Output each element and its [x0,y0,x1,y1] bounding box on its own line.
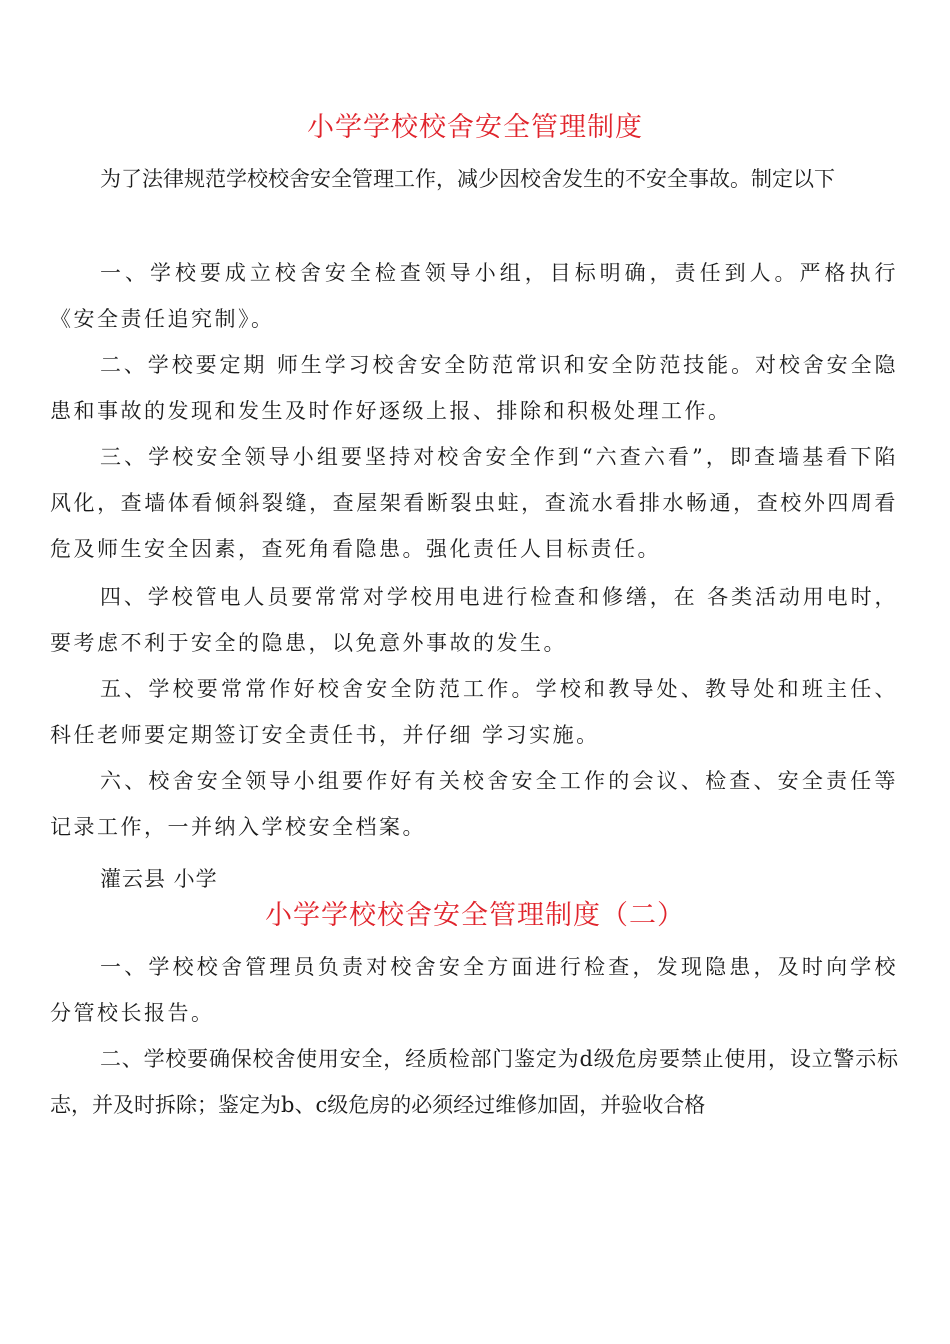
document-title: 小学学校校舍安全管理制度 [307,112,643,143]
rule-item-6: 六、校舍安全领导小组要作好有关校舍安全工作的会议、检查、安全责任等记录工作，一并纳入学校安全档案。 [50,769,898,839]
rule-item-3: 三、学校安全领导小组要坚持对校舍安全作到“六查六看”，即查墙基看下陷风化，查墙体看倾斜裂缝，查屋架看断裂虫蛀，查流水看排水畅通，查校外四周看危及师生安全因素，查死角看隐患。强化责任人目标责任。 [50,445,898,561]
rule-item-2-2: 二、学校要确保校舍使用安全，经质检部门鉴定为d级危房要禁止使用，设立警示标志，并及时拆除；鉴定为b、c级危房的必须经过维修加固，并验收合格 [50,1047,898,1117]
rule-item-2-1: 一、学校校舍管理员负责对校舍安全方面进行检查，发现隐患，及时向学校分管校长报告。 [50,955,898,1025]
document-title-2: 小学学校校舍安全管理制度（二） [265,900,685,931]
rule-item-5: 五、学校要常常作好校舍安全防范工作。学校和教导处、教导处和班主任、科任老师要定期签订安全责任书，并仔细 学习实施。 [50,677,898,747]
intro-paragraph: 为了法律规范学校校舍安全管理工作，减少因校舍发生的不安全事故。制定以下 [100,167,835,191]
signature: 灌云县 小学 [100,867,218,891]
rule-item-4: 四、学校管电人员要常常对学校用电进行检查和修缮，在 各类活动用电时，要考虑不利于安全的隐患，以免意外事故的发生。 [50,585,898,655]
rule-item-2: 二、学校要定期 师生学习校舍安全防范常识和安全防范技能。对校舍安全隐患和事故的发现和发生及时作好逐级上报、排除和积极处理工作。 [50,353,898,423]
rule-item-1: 一、学校要成立校舍安全检查领导小组，目标明确，责任到人。严格执行《安全责任追究制》。 [50,261,898,331]
